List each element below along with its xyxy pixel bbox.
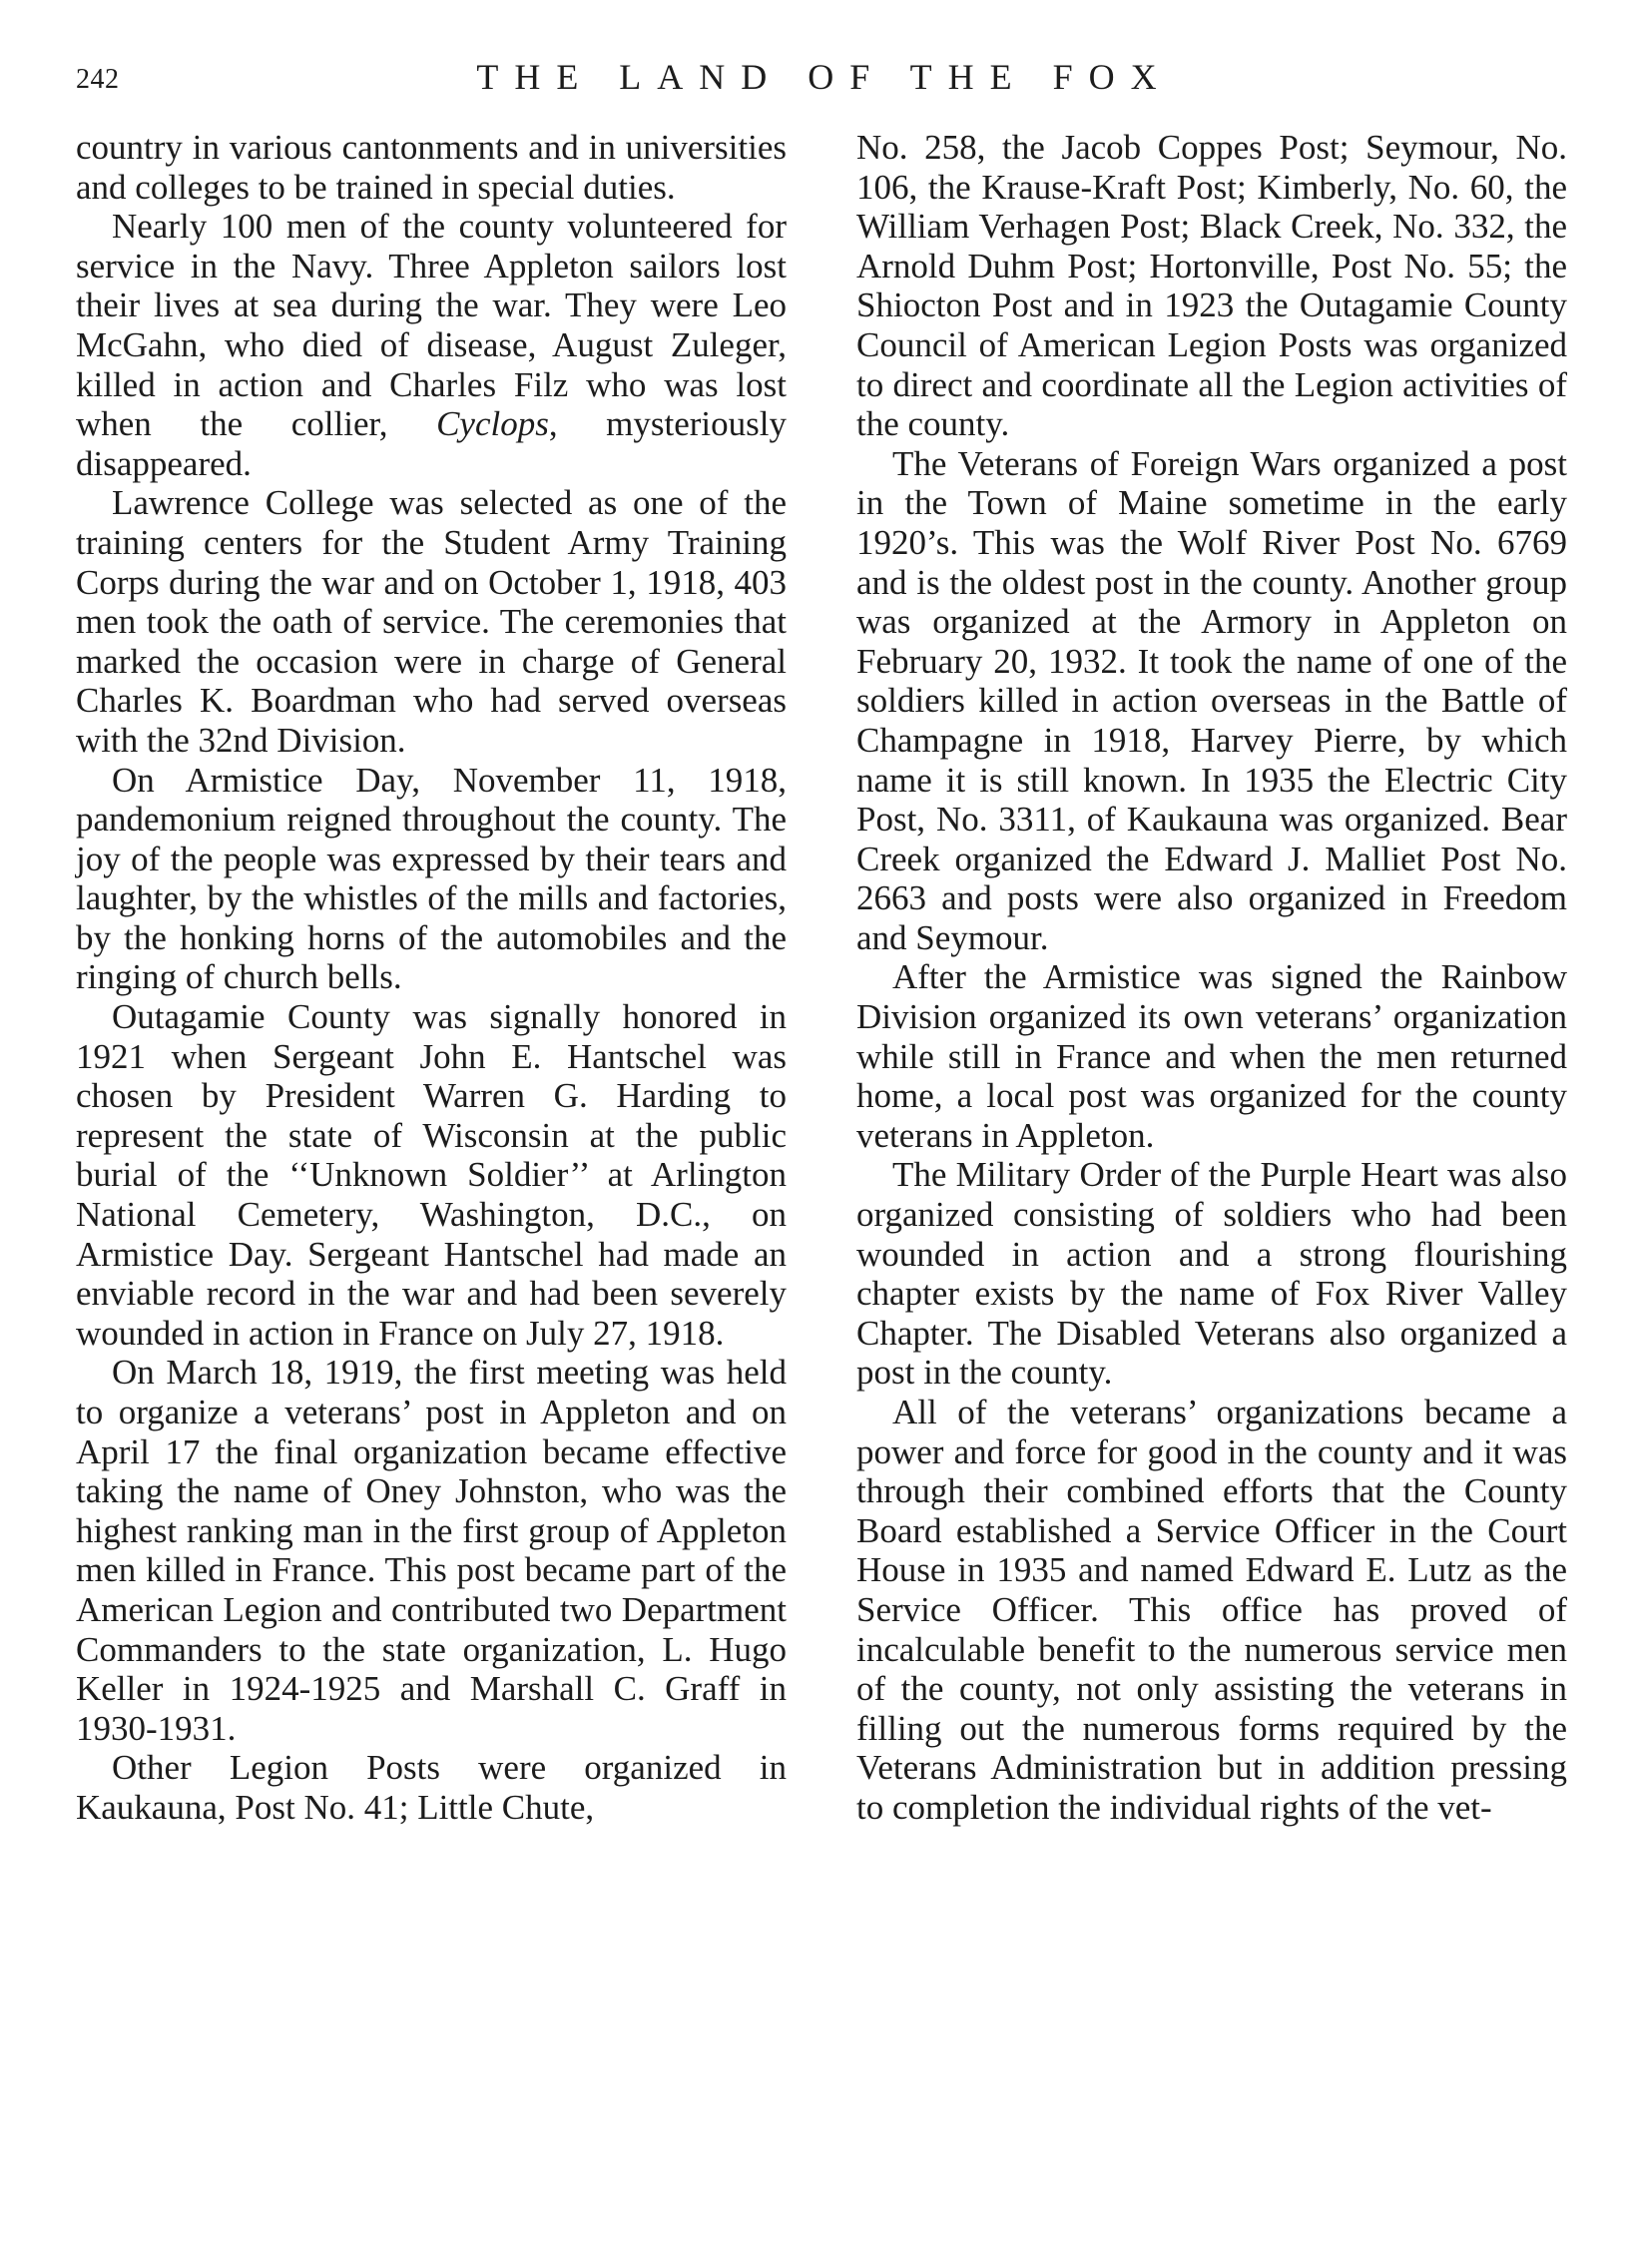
paragraph: On Armistice Day, November 11, 1918, pandemonium reigned throughout the county. The joy of the people was expressed by their tears and laughter, by the whistles of the mills and factories, by the honking horns of the automobiles and the ringing of church bells. — [76, 760, 787, 997]
paragraph — [76, 207, 787, 483]
paragraph: Lawrence College was selected as one of the training centers for the Student Army Training Corps during the war and on October 1, 1918, 403 men took the oath of service. The ceremonies that marked the occasion were in charge of General Charles K. Boardman who had served overseas with the 32nd Division. — [76, 483, 787, 760]
left-column — [76, 128, 787, 1828]
ship-name: Cyclops — [436, 404, 549, 444]
right-column — [856, 128, 1567, 1828]
paragraph: All of the veterans’ organizations became a power and force for good in the county and it was through their combined efforts that the County Board established a Service Officer in the Court House in 1935 and named Edward E. Lutz as the Service Officer. This office has proved of incalculable benefit to the numerous service men of the county, not only assisting the veterans in filling out the numerous forms required by the Veterans Administration but in addition pressing to completion the individual rights of the vet- — [856, 1393, 1567, 1827]
paragraph: The Military Order of the Purple Heart was also organized consisting of soldiers who had been wounded in action and a strong flourishing chapter exists by the name of Fox River Valley Chapter. The Disabled Veterans also organized a post in the county. — [856, 1155, 1567, 1393]
paragraph: The Veterans of Foreign Wars organized a post in the Town of Maine sometime in the early 1920’s. This was the Wolf River Post No. 6769 and is the oldest post in the county. Another group was organized at the Armory in Appleton on February 20, 1932. It took the name of one of the soldiers killed in action overseas in the Battle of Champagne in 1918, Harvey Pierre, by which name it is still known. In 1935 the Electric City Post, No. 3311, of Kaukauna was organized. Bear Creek organized the Edward J. Malliet Post No. 2663 and posts were also organized in Freedom and Seymour. — [856, 443, 1567, 957]
paragraph: country in various cantonments and in universities and colleges to be trained in special duties. — [76, 128, 787, 207]
page-number: 242 — [76, 64, 120, 95]
page-header — [76, 56, 1573, 106]
paragraph: After the Armistice was signed the Rainbow Division organized its own veterans’ organization while still in France and when the men returned home, a local post was organized for the county veterans in Appleton. — [856, 957, 1567, 1155]
paragraph: Outagamie County was signally honored in 1921 when Sergeant John E. Hantschel was chosen by President Warren G. Harding to represent the state of Wisconsin at the public burial of the ‘‘Unknown Soldier’’ at Arlington National Cemetery, Washington, D.C., on Armistice Day. Sergeant Hantschel had made an enviable record in the war and had been severely wounded in action in France on July 27, 1918. — [76, 997, 787, 1353]
paragraph: On March 18, 1919, the first meeting was held to organize a veterans’ post in Appleton and on April 17 the final organization became effective taking the name of Oney Johnston, who was the highest ranking man in the first group of Appleton men killed in France. This post became part of the American Legion and contributed two Department Commanders to the state organization, L. Hugo Keller in 1924-1925 and Marshall C. Graff in 1930-1931. — [76, 1353, 787, 1748]
paragraph: No. 258, the Jacob Coppes Post; Seymour, No. 106, the Krause-Kraft Post; Kimberly, No. 60, the William Verhagen Post; Black Creek, No. 332, the Arnold Duhm Post; Hortonville, Post No. 55; the Shiocton Post and in 1923 the Outagamie County Council of American Legion Posts was organized to direct and coordinate all the Legion activities of the county. — [856, 128, 1567, 444]
paragraph-text: Nearly 100 men of the county volunteered for service in the Navy. Three Appleton sailors lost their lives at sea during the war. They were Leo McGahn, who died of disease, August Zuleger, killed in action and Charles Filz who was lost when the collier, — [76, 207, 787, 444]
paragraph: Other Legion Posts were organized in Kaukauna, Post No. 41; Little Chute, — [76, 1748, 787, 1827]
paragraph-text: , mysteriously disappeared. — [76, 404, 787, 483]
running-head: THE LAND OF THE FOX — [476, 57, 1173, 97]
